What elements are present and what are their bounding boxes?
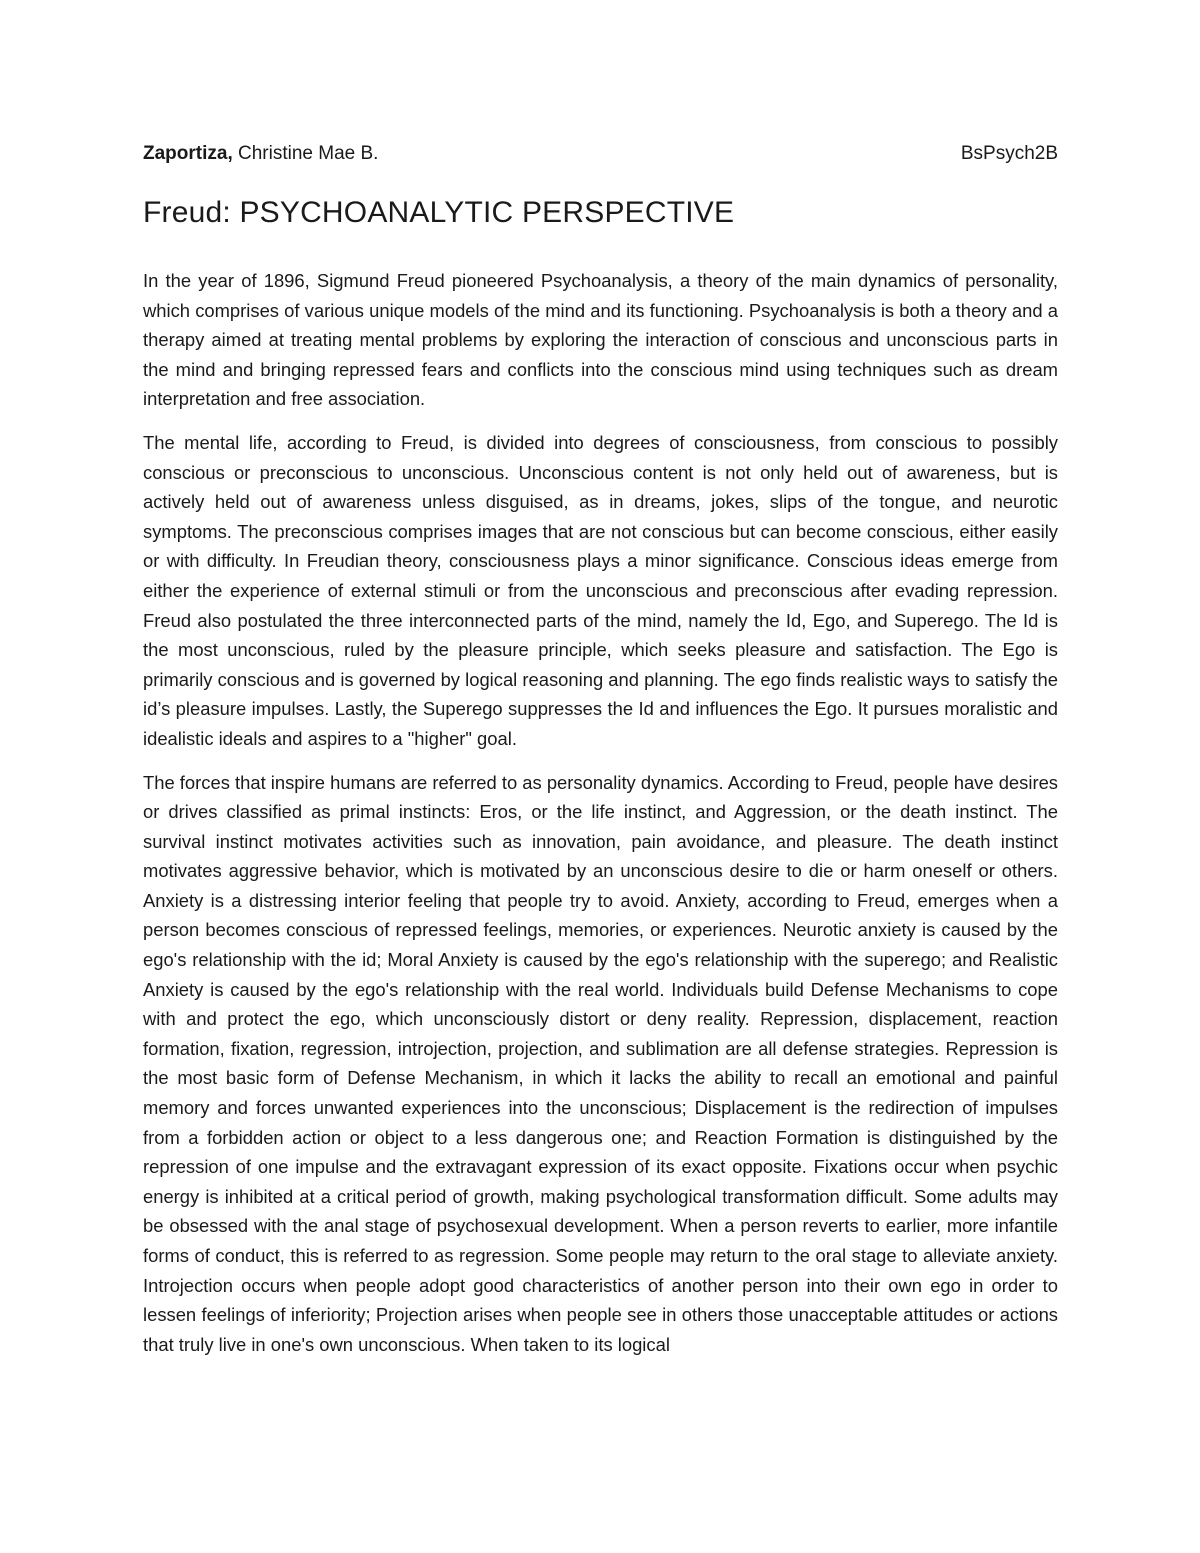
author-last-name: Zaportiza, <box>143 143 233 164</box>
course-section: BsPsych2B <box>960 143 1058 164</box>
paragraph-2: The mental life, according to Freud, is divided into degrees of consciousness, from conscious to possibly conscious or preconscious to unconscious. Unconscious content is not only held out of awareness, but is actively held out of awareness unless disguised, as in dreams, jokes, slips of the tongue, and neurotic symptoms. The preconscious comprises images that are not conscious but can become conscious, either easily or with difficulty. In Freudian theory, consciousness plays a minor significance. Conscious ideas emerge from either the experience of external stimuli or from the unconscious and preconscious after evading repression. Freud also postulated the three interconnected parts of the mind, namely the Id, Ego, and Superego. The Id is the most unconscious, ruled by the pleasure principle, which seeks pleasure and satisfaction. The Ego is primarily conscious and is governed by logical reasoning and planning. The ego finds realistic ways to satisfy the id’s pleasure impulses. Lastly, the Superego suppresses the Id and influences the Ego. It pursues moralistic and idealistic ideals and aspires to a "higher" goal. <box>143 431 1058 749</box>
paragraph-3: The forces that inspire humans are referred to as personality dynamics. According to Freud, people have desires or drives classified as primal instincts: Eros, or the life instinct, and Aggression, or the death instinct. The survival instinct motivates activities such as innovation, pain avoidance, and pleasure. The death instinct motivates aggressive behavior, which is motivated by an unconscious desire to die or harm oneself or others. Anxiety is a distressing interior feeling that people try to avoid. Anxiety, according to Freud, emerges when a person becomes conscious of repressed feelings, memories, or experiences. Neurotic anxiety is caused by the ego's relationship with the id; Moral Anxiety is caused by the ego's relationship with the superego; and Realistic Anxiety is caused by the ego's relationship with the real world. Individuals build Defense Mechanisms to cope with and protect the ego, which unconsciously distort or deny reality. Repression, displacement, reaction formation, fixation, regression, introjection, projection, and sublimation are all defense strategies. Repression is the most basic form of Defense Mechanism, in which it lacks the ability to recall an emotional and painful memory and forces unwanted experiences into the unconscious; Displacement is the redirection of impulses from a forbidden action or object to a less dangerous one; and Reaction Formation is distinguished by the repression of one impulse and the extravagant expression of its exact opposite. Fixations occur when psychic energy is inhibited at a critical period of growth, making psychological transformation difficult. Some adults may be obsessed with the anal stage of psychosexual development. When a person reverts to earlier, more infantile forms of conduct, this is referred to as regression. Some people may return to the oral stage to alleviate anxiety. Introjection occurs when people adopt good characteristics of another person into their own ego in order to lessen feelings of inferiority; Projection arises when people see in others those unacceptable attitudes or actions that truly live in one's own unconscious. When taken to its logical <box>143 771 1058 1355</box>
author-first-name: Christine Mae B. <box>232 143 379 164</box>
document-page <box>143 140 1058 1359</box>
paragraph-1: In the year of 1896, Sigmund Freud pioneered Psychoanalysis, a theory of the main dynamics of personality, which comprises of various unique models of the mind and its functioning. Psychoanalysis is both a theory and a therapy aimed at treating mental problems by exploring the interaction of conscious and unconscious parts in the mind and bringing repressed fears and conflicts into the conscious mind using techniques such as dream interpretation and free association. <box>143 270 1058 410</box>
author-name <box>143 140 378 168</box>
document-title: Freud: PSYCHOANALYTIC PERSPECTIVE <box>143 196 735 229</box>
author-header <box>143 140 1058 168</box>
